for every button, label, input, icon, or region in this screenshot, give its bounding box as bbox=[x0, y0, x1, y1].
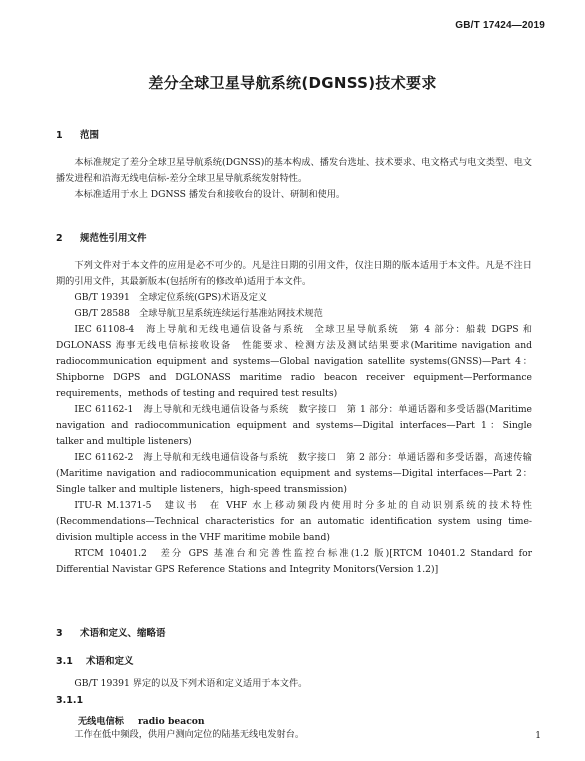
reference-item: IEC 61108-4 海上导航和无线电通信设备与系统 全球卫星导航系统 第 4 部分：船载 DGPS 和 DGLONASS 海事无线电信标接收设备 性能要求、检测方法及测试结果要求(Maritime navigation and radiocommunication equipment and systems—Global navigation satellite systems(GNSS)—Part 4：Shipborne DGPS and DGLONASS maritime radio beacon receiver equipment—Performance requirements，methods of testing and required test results) bbox=[56, 324, 532, 399]
paragraph: 本标准规定了差分全球卫星导航系统(DGNSS)的基本构成、播发台选址、技术要求、电文格式与电文类型、电文播发进程和沿海无线电信标-差分全球卫星导航系统发射特性。 bbox=[56, 157, 532, 184]
subsection-number: 3.1 bbox=[56, 656, 73, 667]
section-3-heading bbox=[56, 625, 166, 639]
section-title: 规范性引用文件 bbox=[80, 233, 147, 244]
section-2-body bbox=[56, 258, 532, 578]
section-title: 范围 bbox=[80, 130, 100, 141]
standard-code: GB/T 17424—2019 bbox=[455, 20, 545, 31]
section-3-intro bbox=[56, 676, 532, 692]
reference-item: GB/T 28588 全球导航卫星系统连续运行基准站网技术规范 bbox=[74, 308, 323, 319]
page-number: 1 bbox=[535, 731, 541, 741]
reference-item: RTCM 10401.2 差分 GPS 基准台和完善性监控台标准(1.2 版)[RTCM 10401.2 Standard for Differential Navistar GPS Reference Stations and Integrity Monitors(Version 1.2)] bbox=[56, 548, 532, 575]
paragraph: 本标准适用于水上 DGNSS 播发台和接收台的设计、研制和使用。 bbox=[74, 189, 346, 200]
term-chinese: 无线电信标 bbox=[78, 716, 124, 727]
term-number: 3.1.1 bbox=[56, 695, 84, 706]
section-number: 1 bbox=[56, 130, 63, 141]
term-english: radio beacon bbox=[137, 716, 205, 727]
section-2-heading bbox=[56, 230, 147, 244]
document-title: 差分全球卫星导航系统(DGNSS)技术要求 bbox=[148, 74, 437, 92]
term-definition bbox=[56, 727, 532, 743]
paragraph: 工作在低中频段，供用户测向定位的陆基无线电发射台。 bbox=[74, 729, 305, 740]
reference-item: GB/T 19391 全球定位系统(GPS)术语及定义 bbox=[74, 292, 268, 303]
paragraph: 下列文件对于本文件的应用是必不可少的。凡是注日期的引用文件，仅注日期的版本适用于本文件。凡是不注日期的引用文件，其最新版本(包括所有的修改单)适用于本文件。 bbox=[56, 260, 532, 287]
section-1-heading bbox=[56, 127, 99, 141]
section-title: 术语和定义、缩略语 bbox=[80, 628, 166, 639]
paragraph: GB/T 19391 界定的以及下列术语和定义适用于本文件。 bbox=[74, 678, 308, 689]
reference-item: IEC 61162-2 海上导航和无线电通信设备与系统 数字接口 第 2 部分：单通话器和多受话器，高速传输(Maritime navigation and radiocommunication equipment and systems—Digital interfaces—Part 2：Single talker and multiple listeners，high-speed transmission) bbox=[56, 452, 532, 495]
section-1-body bbox=[56, 155, 532, 203]
reference-item: IEC 61162-1 海上导航和无线电通信设备与系统 数字接口 第 1 部分：单通话器和多受话器(Maritime navigation and radiocommunication equipment and systems—Digital interfaces—Part 1：Single talker and multiple listeners) bbox=[56, 404, 532, 447]
reference-item: ITU-R M.1371-5 建议书 在 VHF 水上移动频段内使用时分多址的自动识别系统的技术特性(Recommendations—Technical characteristics for an automatic identification system using time-division multiple access in the VHF maritime mobile band) bbox=[56, 500, 532, 543]
section-number: 2 bbox=[56, 233, 63, 244]
section-number: 3 bbox=[56, 628, 63, 639]
term-heading bbox=[78, 713, 205, 727]
subsection-title: 术语和定义 bbox=[86, 656, 134, 667]
subsection-3-1-heading bbox=[56, 653, 134, 667]
